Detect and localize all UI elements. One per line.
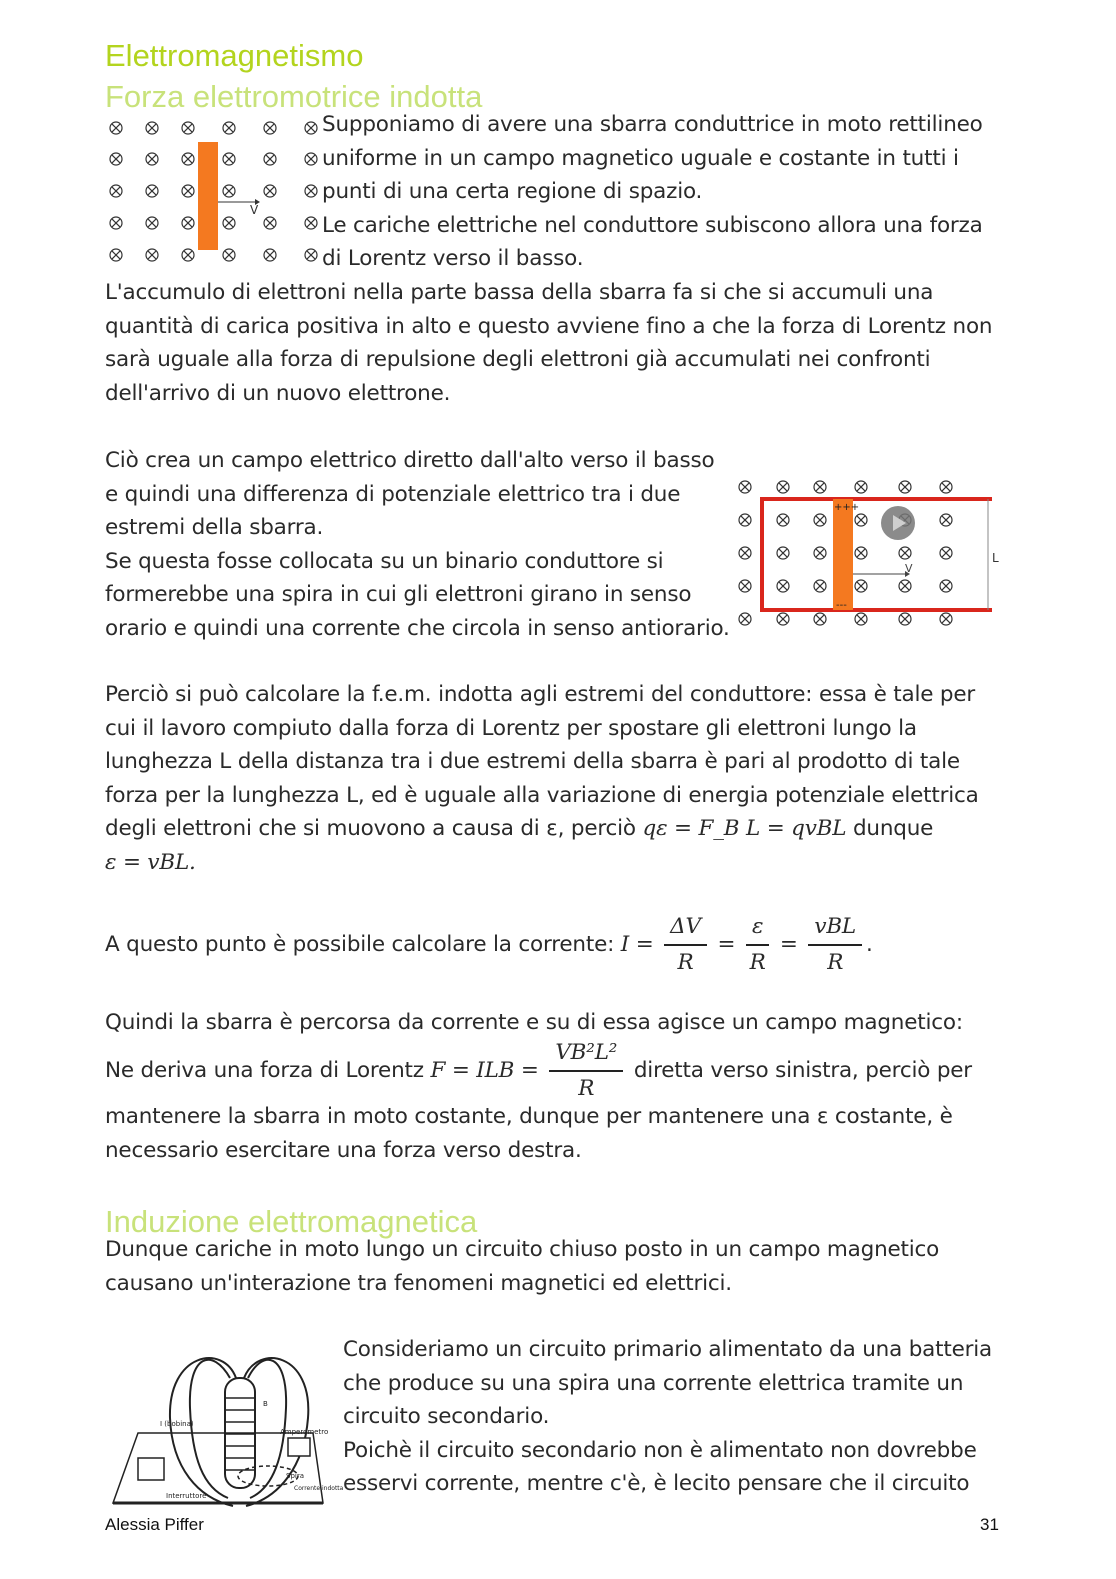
field-into-page-icon [814,514,826,526]
fem-result: ε = vBL. [105,849,196,875]
conducting-bar [198,142,218,250]
field-into-page-icon [814,547,826,559]
svg-text:Corrente indotta: Corrente indotta [294,1485,344,1492]
footer-author: Alessia Piffer [105,1515,204,1534]
field-into-page-icon [146,122,158,134]
field-into-page-icon [110,217,122,229]
field-into-page-icon [110,185,122,197]
figure-moving-bar [100,110,325,275]
field-into-page-icon [182,249,194,261]
field-into-page-icon [223,217,235,229]
field-into-page-icon [264,122,276,134]
field-into-page-icon [739,613,751,625]
fraction-force: $\frac{\text{VB²L²}}{R}$ [549,1036,623,1106]
svg-text:Interruttore: Interruttore [166,1492,207,1500]
field-into-page-icon [777,481,789,493]
conducting-bar [833,499,853,610]
paragraph-charge-accumulation: L'accumulo di elettroni nella parte bassa della sbarra fa si che si accumuli una quantità di carica positiva in alto e questo avviene fino a che la forza di Lorentz non sarà uguale alla forza di repulsione degli elettroni già accumulati nei confronti dell'arrivo di un nuovo elettrone. [105,280,993,406]
paragraph-force-conclusion: mantenere la sbarra in moto costante, dunque per mantenere una ε costante, è necessario esercitare una forza verso destra. [105,1104,953,1163]
paragraph-magnetic-force-intro: Quindi la sbarra è percorsa da corrente e su di essa agisce un campo magnetico: [105,1010,963,1035]
field-into-page-icon [182,217,194,229]
field-into-page-icon [110,122,122,134]
ammeter [288,1438,310,1456]
field-into-page-icon [110,249,122,261]
battery [138,1458,164,1480]
field-into-page-icon [855,514,867,526]
field-into-page-icon [777,613,789,625]
force-formula-line: Ne deriva una forza di Lorentz F = ILB = $\frac{\text{VB²L²}}{R}$ diretta verso sinistra, perciò per [105,1036,972,1106]
field-into-page-icon [182,153,194,165]
field-into-page-icon [940,613,952,625]
field-into-page-icon [146,249,158,261]
field-into-page-icon [223,249,235,261]
field-into-page-icon [182,122,194,134]
length-label: L [992,551,999,565]
field-into-page-icon [855,580,867,592]
fraction-eps-R: $\frac{\varepsilon}{R}$ [746,910,769,980]
field-into-page-icon [739,580,751,592]
fem-equation: qε = F_B L = qvBL [642,816,847,842]
field-into-page-icon [223,185,235,197]
svg-text:B: B [263,1400,268,1408]
field-into-page-icon [305,185,317,197]
field-into-page-icon [855,547,867,559]
field-into-page-icon [305,122,317,134]
field-into-page-icon [305,153,317,165]
field-into-page-icon [855,481,867,493]
field-into-page-icon [940,481,952,493]
plus-charges: +++ [834,502,860,513]
section-heading-fem: Forza elettromotrice indotta [105,79,483,114]
figure-rail-circuit [730,470,1010,630]
svg-text:Amperometro: Amperometro [280,1428,329,1436]
field-into-page-icon [305,217,317,229]
field-into-page-icon [814,481,826,493]
field-into-page-icon [777,547,789,559]
field-into-page-icon [223,153,235,165]
velocity-label: V [905,562,913,575]
field-into-page-icon [940,514,952,526]
paragraph-electric-field: Ciò crea un campo elettrico diretto dall'alto verso il basso e quindi una differenza di potenziale elettrico tra i due estremi della sbarra. Se questa fosse collocata su un binario conduttore si formerebbe una spira in cui gli elettroni girano in senso orario e quindi una corrente che circola in senso antiorario. [105,448,730,641]
field-into-page-icon [305,249,317,261]
field-into-page-icon [146,217,158,229]
field-into-page-icon [739,547,751,559]
conducting-rail [762,499,992,610]
field-into-page-icon [899,580,911,592]
field-into-page-icon [855,613,867,625]
paragraph-induction: Dunque cariche in moto lungo un circuito chiuso posto in un campo magnetico causano un'interazione tra fenomeni magnetici ed elettrici. [105,1237,940,1296]
svg-text:I (bobina): I (bobina) [160,1420,194,1428]
field-into-page-icon [264,185,276,197]
field-into-page-icon [899,481,911,493]
footer-page-number: 31 [980,1515,999,1534]
fraction-deltaV-R: $\frac{\Delta V}{R}$ [664,910,707,980]
svg-text:Spira: Spira [286,1472,304,1480]
current-formula-line: A questo punto è possibile calcolare la corrente: I = $\frac{\Delta V}{R}$ = $\frac{\varepsilon}{R}$ = $\frac{\text{vBL}}{R}$ . [105,910,873,980]
field-into-page-icon [814,613,826,625]
fraction-vBL-R: $\frac{\text{vBL}}{R}$ [808,910,862,980]
field-into-page-icon [223,122,235,134]
field-into-page-icon [264,153,276,165]
field-into-page-icon [146,185,158,197]
field-into-page-icon [264,249,276,261]
paragraph-fem: Perciò si può calcolare la f.e.m. indotta agli estremi del conduttore: essa è tale per cui il lavoro compiuto dalla forza di Lorentz per spostare gli elettroni lungo la lunghezza L della distanza tra i due estremi della sbarra è pari al prodotto di tale forza per la lunghezza L, ed è uguale alla variazione di energia potenziale elettrica degli elettroni che si muovono a causa di ε, perciò qε = F_B L = qvBL dunque ε = vBL. [105,682,979,875]
figure-induction-apparatus [108,1348,344,1513]
section-heading-induction: Induzione elettromagnetica [105,1204,478,1239]
field-into-page-icon [814,580,826,592]
field-into-page-icon [777,514,789,526]
field-into-page-icon [777,580,789,592]
page-title: Elettromagnetismo [105,38,364,73]
field-into-page-icon [739,514,751,526]
velocity-label: V [250,203,259,217]
paragraph-intro: Supponiamo di avere una sbarra conduttrice in moto rettilineo uniforme in un campo magnetico uguale e costante in tutti i punti di una certa regione di spazio. Le cariche elettriche nel conduttore subiscono allora una forza di Lorentz verso il basso. [322,112,983,272]
field-into-page-icon [182,185,194,197]
field-into-page-icon [940,580,952,592]
field-into-page-icon [739,481,751,493]
field-into-page-icon [264,217,276,229]
field-into-page-icon [146,153,158,165]
field-into-page-icon [110,153,122,165]
field-into-page-icon [940,547,952,559]
minus-charges: --- [836,600,847,611]
field-into-page-icon [899,547,911,559]
paragraph-primary-circuit: Consideriamo un circuito primario alimentato da una batteria che produce su una spira una corrente elettrica tramite un circuito secondario. Poichè il circuito secondario non è alimentato non dovrebbe esservi corrente, mentre c'è, è lecito pensare che il circuito [343,1337,992,1497]
field-into-page-icon [899,613,911,625]
field-line [190,1360,230,1498]
